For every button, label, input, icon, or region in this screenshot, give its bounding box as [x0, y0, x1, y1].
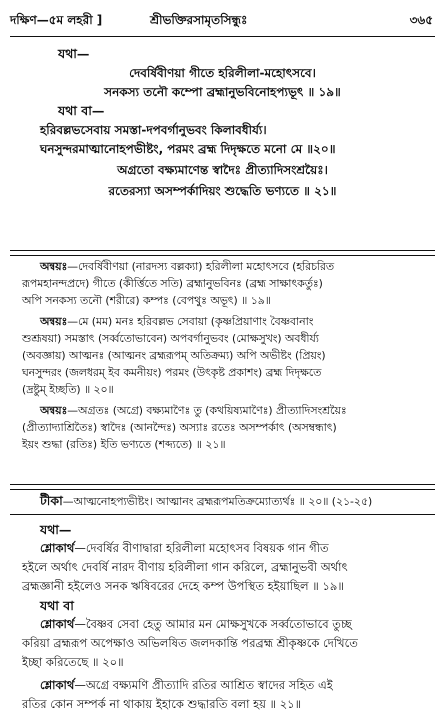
anvaya-text: (অবজ্ঞায়) আত্মনঃ (আত্মনং ব্রহ্মরূপম্ অতিক্রম্য) অপি অভীষ্টং (প্রিয়ং) [22, 349, 326, 362]
anvaya-text: (প্রীত্যাদ্যাশ্রিতৈঃ) স্বাদৈঃ (আনন্দৈঃ) অস্যাঃ রতেঃ অসম্পর্কাৎ (অসম্বন্ধাৎ) [22, 421, 337, 434]
verse-block [0, 46, 445, 204]
verse-21-line-1: অগ্রতো বক্ষ্যমাণেন্ত স্বাদৈঃ প্রীত্যাদিসংশ্রয়ৈঃ। [117, 163, 328, 177]
shlokartha-text: রতির কোন সম্পর্ক না থাকায় ইহাকে শুদ্ধারতি বলা হয় ॥ ২১॥ [22, 697, 302, 711]
anvaya-21 [0, 402, 445, 453]
bengali-translation [0, 520, 445, 714]
chapter-label: দক্ষিণ—৫ম লহরী ] [10, 13, 103, 27]
anvaya-19 [0, 258, 445, 309]
shlokartha-text: —অগ্রে বক্ষ্যমণি প্রীত্যাদি রতির আশ্রিত স্বাদের সহিত এই [74, 678, 333, 692]
anvaya-text: ঘনসুন্দরং (জলধরম্ ইব কমনীয়ং) পরমং (উৎকৃষ্ট প্রকাশং) ব্রহ্ম দিদৃক্ষতে [22, 366, 322, 379]
tika-label: টীকা [40, 493, 63, 508]
page-number: ৩৬৫ [409, 13, 433, 27]
shlokartha-text: ব্রহ্মজ্ঞানী হইলেও সনক ঋষিবরের দেহে কম্প উপস্থিত হইয়াছিল ॥ ১৯॥ [22, 579, 344, 593]
anvaya-section [0, 258, 445, 453]
verse-21-line-2: রতেরস্যা অসম্পর্কাদিয়ং শুদ্ধেতি ভণ্যতে ॥ ২১॥ [108, 184, 337, 198]
verse-19-line-1: দেবর্ষিবীণয়া গীতে হরিলীলা-মহোৎসবে। [129, 66, 316, 80]
shlokartha-text: —দেবর্ষির বীণাদ্বারা হরিলীলা মহোৎসব বিষয়ক গান গীত [74, 541, 329, 555]
header-rule [10, 36, 435, 37]
page-header [0, 0, 445, 40]
tika-bengali-divider [10, 514, 435, 515]
shlokartha-text: ইচ্ছা করিতেছে ॥ ২০॥ [22, 655, 124, 669]
anvaya-text: শুশ্রূষয়া) সমস্তাৎ (সর্ব্বতোভাবেন) অপবর্গানুভবং (মোক্ষসুখং) অবধীর্য্য [22, 332, 319, 345]
shlokartha-label: শ্লোকার্থ [40, 617, 75, 631]
anvaya-text: অপি সনকস্য তনৌ (শরীরে) কম্পঃ (বেপথুঃ অভূৎ) ॥ ১৯॥ [22, 294, 271, 307]
verse-20-line-1: হরিবল্লভসেবায় সমস্তা-দপবর্গানুভবং কিলাবধীর্য্য। [40, 123, 267, 137]
tika-section [0, 492, 445, 510]
anvaya-text: (দ্রষ্টুম্ ইচ্ছতি) ॥ ২০॥ [22, 383, 114, 396]
bengali-label-yatha: যথা— [40, 522, 72, 537]
anvaya-text: —অগ্রতঃ (অগ্রে) বক্ষ্যমাণৈঃ তু (কথয়িষ্যমাণৈঃ) প্রীত্যাদিসংশ্রয়ৈঃ [67, 404, 347, 417]
commentary-tika-divider [10, 484, 435, 490]
anvaya-text: রূপমহানন্দপ্রদে) গীতে (কীর্ত্তিতে সতি) ব্রহ্মানুভবিনঃ (ব্রহ্ম সাক্ষাৎকর্তুঃ) [22, 277, 323, 290]
anvaya-label: অন্বয়ঃ [40, 404, 68, 417]
anvaya-20 [0, 313, 445, 398]
shlokartha-label: শ্লোকার্থ [40, 541, 75, 555]
book-title: শ্রীভক্তিরসামৃতসিন্ধুঃ [150, 13, 248, 27]
verse-commentary-divider [10, 250, 435, 256]
verse-label-yatha-va: যথা বা— [58, 103, 105, 118]
shlokartha-text: —বৈষ্ণব সেবা হেতু আমার মন মোক্ষসুখকে সর্ব্বতোভাবে তুচ্ছ [74, 617, 352, 631]
anvaya-label: অন্বয়ঃ [40, 315, 68, 328]
shlokartha-text: হইলে অর্থাৎ দেবর্ষি নারদ বীণায় হরিলীলা গান করিলে, ব্রহ্মানুভবী অর্থাৎ [22, 560, 348, 574]
anvaya-label: অন্বয়ঃ [40, 260, 68, 273]
anvaya-text: —মে (মম) মনঃ হরিবল্লভ সেবায়া (কৃষ্ণপ্রিয়াণাং বৈষ্ণবানাং [67, 315, 314, 328]
verse-19-line-2: সনকস্য তনৌ কম্পো ব্রহ্মানুভবিনোহপ্যভূৎ ॥ ১৯॥ [104, 85, 341, 99]
verse-20-line-2: ঘনসুন্দরমাত্মানোহপভীষ্টং, পরমং ব্রহ্ম দিদৃক্ষতে মনো মে ॥২০॥ [40, 142, 336, 156]
verse-label-yatha: যথা— [58, 46, 90, 61]
shlokartha-text: করিয়া ব্রহ্মরূপ অপেক্ষাও অভিলষিত জলদকান্তি পরব্রহ্ম শ্রীকৃষ্ণকে দেখিতে [22, 636, 358, 650]
bengali-label-yatha-va: যথা বা [40, 598, 74, 613]
anvaya-text: —দেবর্ষিবীণয়া (নারদস্য বল্লক্যা) হরিলীলা মহোৎসবে (হরিচরিত [67, 260, 335, 273]
shlokartha-label: শ্লোকার্থ [40, 678, 75, 692]
tika-text: —আত্মনোহপ্যভীষ্টং। আত্মানং ব্রহ্মরূপমতিক্রম্যোত্যর্থঃ ॥ ২০॥ (২১-২৫) [62, 495, 373, 508]
anvaya-text: ইয়ং শুদ্ধা (রতিঃ) ইতি ভণ্যতে (শব্দ্যতে) ॥ ২১॥ [22, 438, 226, 451]
